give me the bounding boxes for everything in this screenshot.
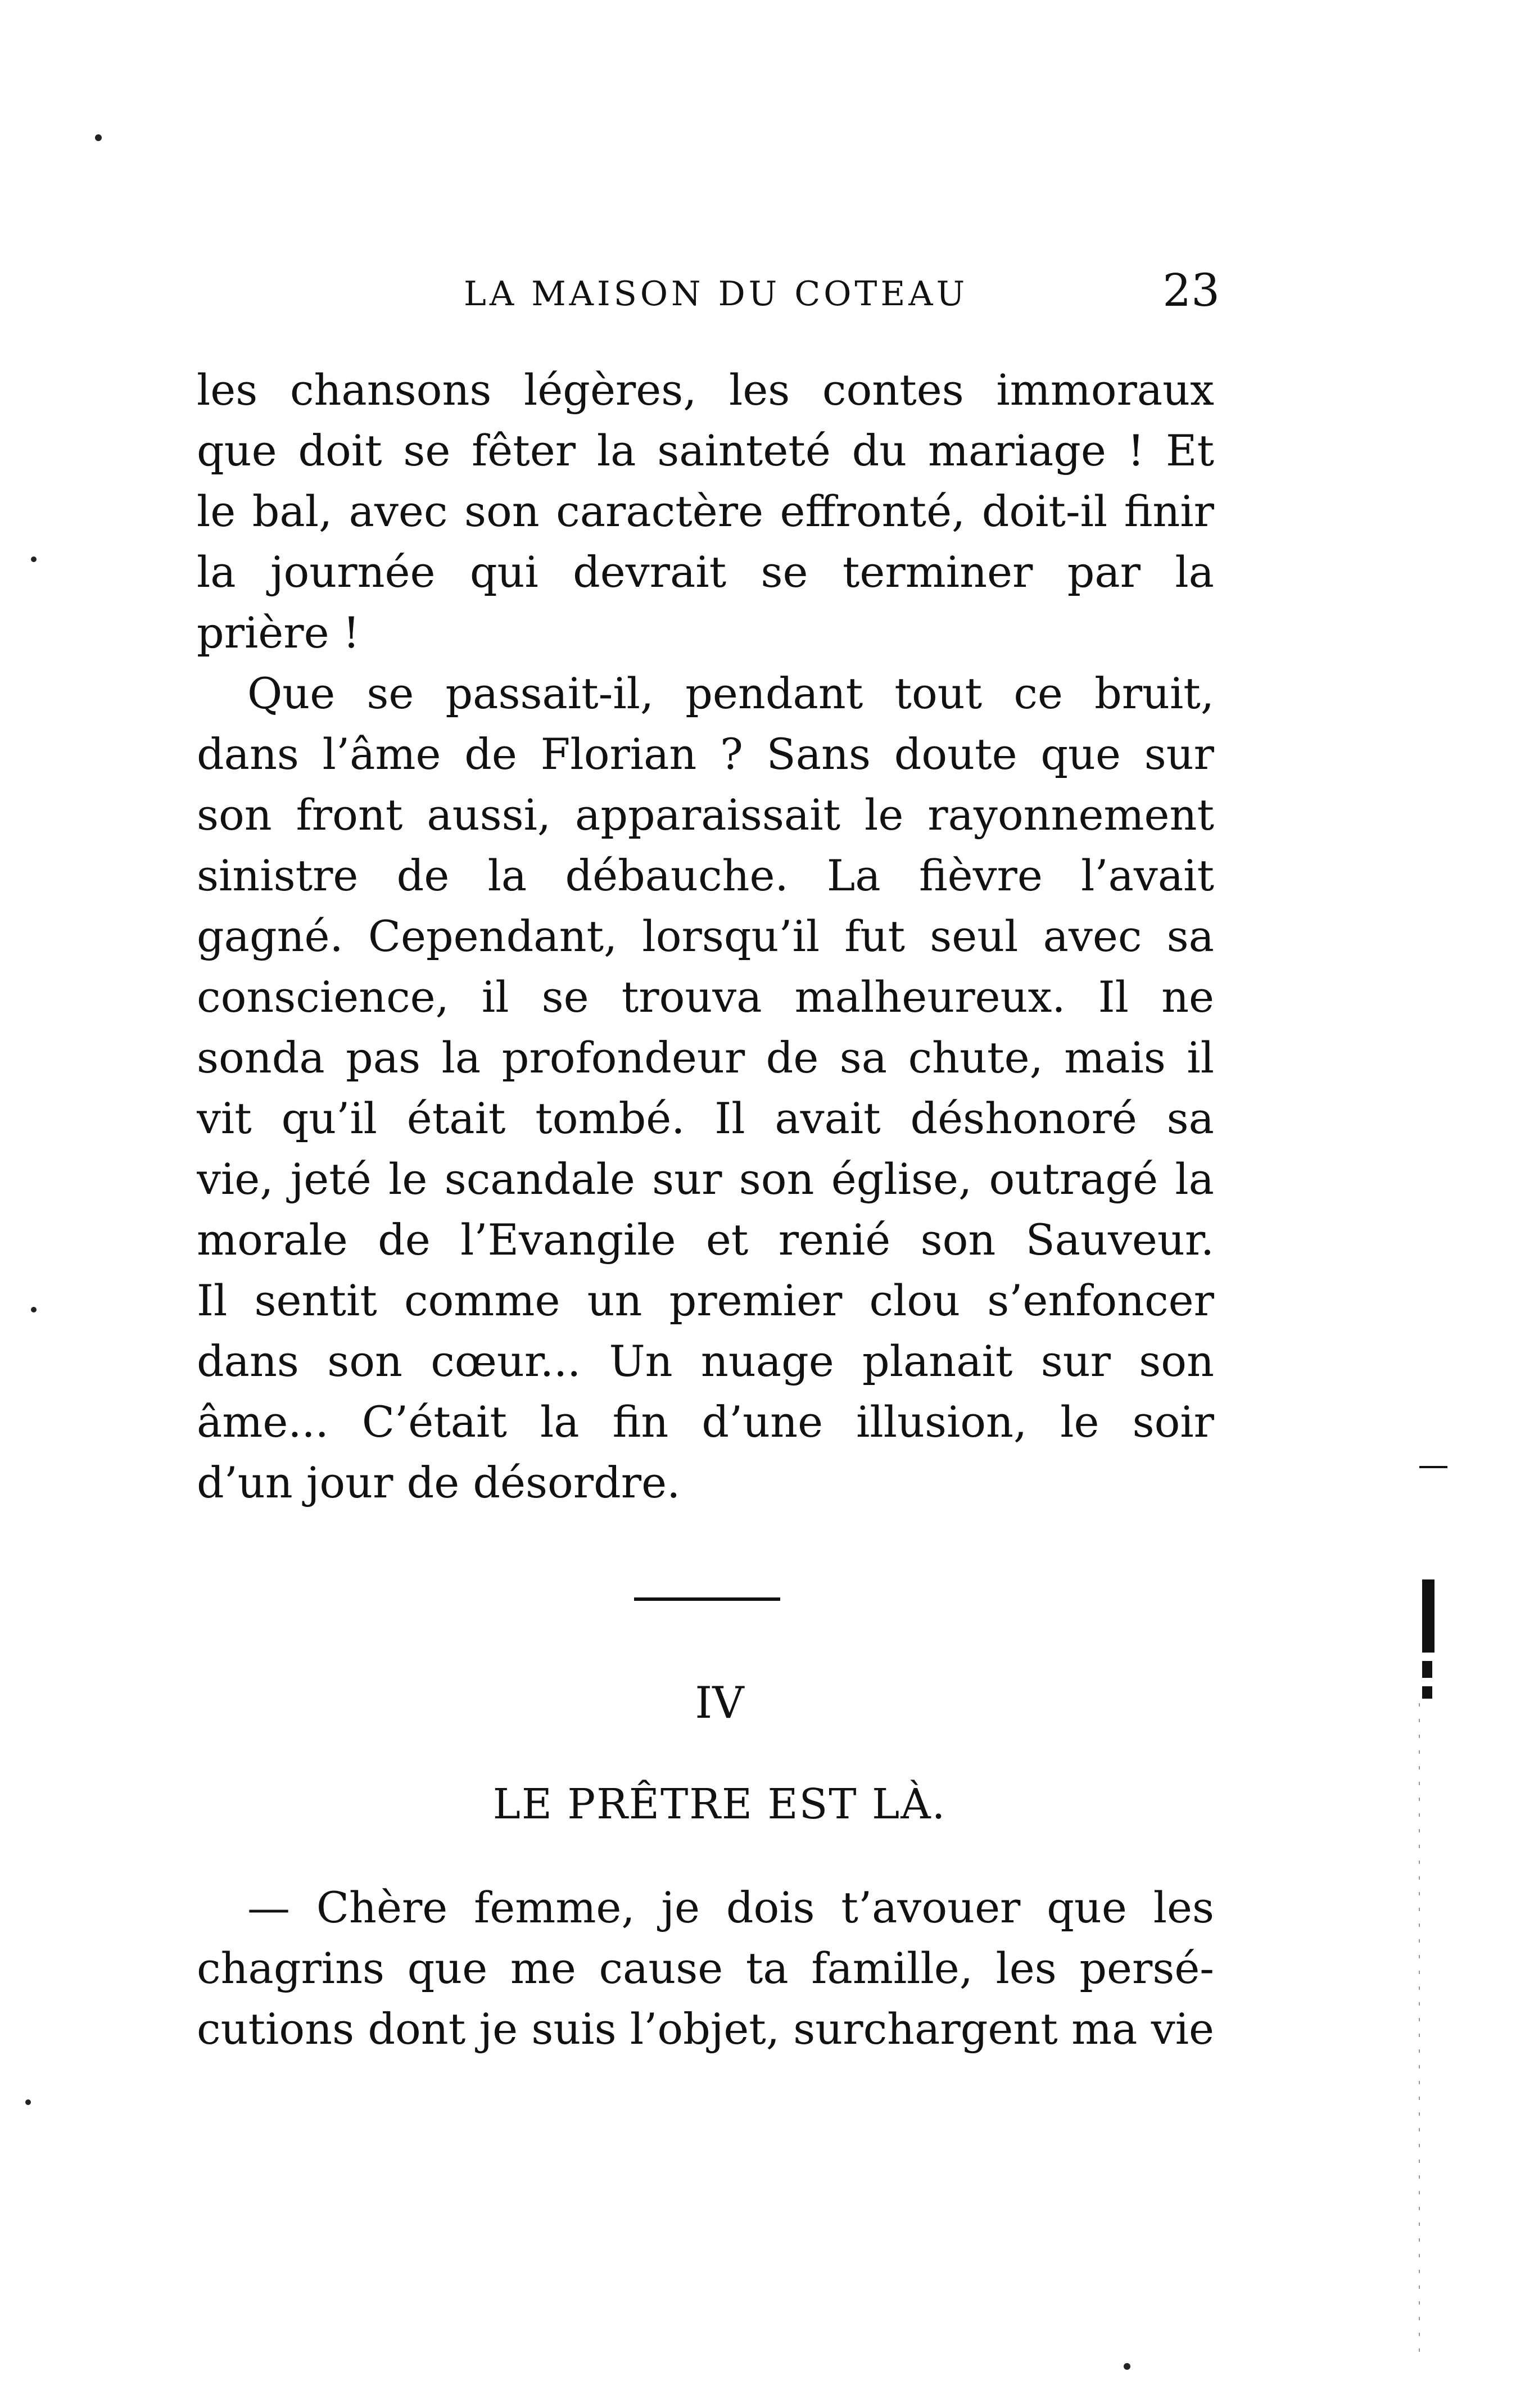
text-line: la journée qui devrait se terminer par la: [197, 547, 1214, 597]
text-line: que doit se fêter la sainteté du mariage ! Et: [197, 426, 1214, 476]
text-line: son front aussi, apparaissait le rayonnement: [197, 790, 1214, 840]
scan-speck: [95, 134, 102, 141]
text-line: d’un jour de désordre.: [197, 1458, 681, 1508]
chapter-number: IV: [695, 1678, 744, 1728]
scan-speck: [1124, 2363, 1130, 2370]
scan-speck: [31, 556, 37, 562]
text-line: sonda pas la profondeur de sa chute, mais il: [197, 1033, 1214, 1083]
scan-speck: [31, 1307, 37, 1312]
text-line: âme... C’était la fin d’une illusion, le soir: [197, 1397, 1214, 1447]
running-head: [197, 264, 1220, 320]
text-line: sinistre de la débauche. La fièvre l’avait: [197, 850, 1214, 900]
text-line: dans son cœur... Un nuage planait sur son: [197, 1336, 1214, 1386]
text-line: chagrins que me cause ta famille, les persé-: [197, 1943, 1214, 1993]
text-line: — Chère femme, je dois t’avouer que les: [247, 1882, 1214, 1932]
text-line: gagné. Cependant, lorsqu’il fut seul avec sa: [197, 911, 1214, 961]
page-number: 23: [1162, 264, 1220, 316]
paragraph-2: [197, 663, 1214, 1513]
text-line: conscience, il se trouva malheureux. Il ne: [197, 972, 1214, 1022]
chapter-title: LE PRÊTRE EST LÀ.: [492, 1780, 947, 1828]
section-divider: [634, 1597, 780, 1601]
text-line: Que se passait-il, pendant tout ce bruit,: [247, 668, 1214, 718]
paragraph-1: [197, 360, 1214, 663]
text-line: Il sentit comme un premier clou s’enfoncer: [197, 1275, 1214, 1325]
scan-mark: [1422, 1579, 1435, 1653]
text-line: prière !: [197, 608, 360, 658]
chapter-text: [197, 1877, 1214, 2060]
text-line: dans l’âme de Florian ? Sans doute que sur: [197, 729, 1214, 779]
text-line: les chansons légères, les contes immoraux: [197, 365, 1214, 415]
running-title: LA MAISON DU COTEAU: [464, 274, 969, 314]
text-line: vit qu’il était tombé. Il avait déshonoré sa: [197, 1093, 1214, 1143]
scan-speck: [25, 2099, 31, 2105]
body-text: [197, 360, 1214, 1513]
text-line: morale de l’Evangile et renié son Sauveur.: [197, 1215, 1214, 1265]
text-line: vie, jeté le scandale sur son église, outragé la: [197, 1154, 1214, 1204]
text-line: le bal, avec son caractère effronté, doit-il finir: [197, 486, 1214, 536]
text-line: cutions dont je suis l’objet, surchargent ma vie: [197, 2004, 1214, 2054]
